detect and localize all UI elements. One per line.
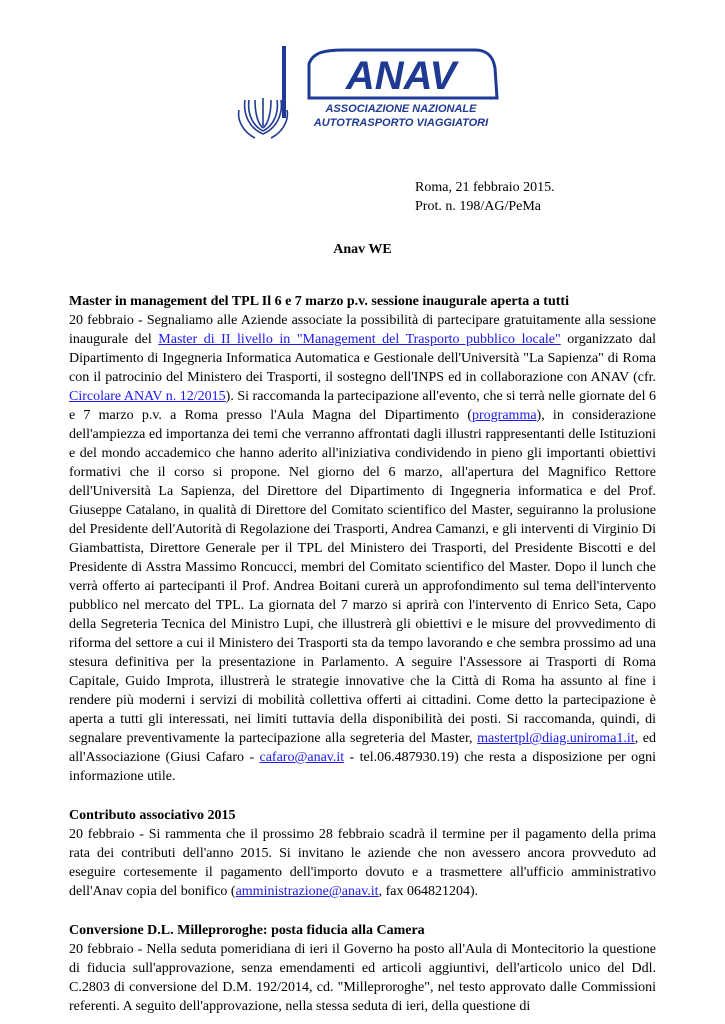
protocol-number: Prot. n. 198/AG/PeMa (415, 199, 541, 214)
programma-link[interactable]: programma (472, 408, 537, 423)
section-milleproroghe (69, 921, 656, 1016)
paragraph-text: , ed all'Associazione (Giusi Cafaro - (69, 731, 656, 765)
address-block (415, 178, 555, 216)
emblem-icon (239, 98, 288, 138)
amministrazione-email-link[interactable]: amministrazione@anav.it (235, 884, 379, 899)
section-master (69, 292, 656, 786)
document-body (69, 292, 656, 1016)
anav-logo (225, 42, 525, 142)
section-paragraph (69, 311, 656, 786)
section-paragraph (69, 825, 656, 901)
paragraph-text: ), in considerazione dell'ampiezza ed importanza dei temi che verranno affrontati dagli illustri rappresentanti delle Istituzioni e del mondo accademico che hanno aderito all'iniziativa condividendo in pieno gli importanti obiettivi formativi che il corso si propone. Nel giorno del 6 marzo, all'apertura del Magnifico Rettore dell'Università La Sapienza, del Direttore del Dipartimento di Ingegneria informatica e del Prof. Giuseppe Catalano, in qualità di Direttore del Comitato scientifico del Master, seguiranno la prolusione del Presidente dell'Autorità di Regolazione dei Trasporti, Andrea Camanzi, e gli interventi di Virginio Di Giambattista, Direttore Generale per il TPL del Ministero dei Trasporti, del Presidente Biscotti e del Presidente di Asstra Massimo Roncucci, membri del Comitato scientifico del Master. Dopo il lunch che verrà offerto ai partecipanti il Prof. Andrea Boitani curerà un approfondimento sul tema dell'intervento pubblico nel mercato del TPL. La giornata del 7 marzo si aprirà con l'intervento di Enrico Seta, Capo della Segreteria Tecnica del Ministro Lupi, che illustrerà gli obiettivi e le misure del provvedimento di riforma del settore a cui il Ministero dei Trasporti sta da tempo lavorando e che sembra prossimo ad una stesura definitiva per la presentazione in Parlamento. A seguire l'Assessore ai Trasporti di Roma Capitale, Guido Improta, illustrerà le strategie innovative che la Città di Roma ha assunto al fine i rendere più moderni i servizi di mobilità collettiva offerti ai cittadini. Come detto la partecipazione è aperta a tutti gli interessati, nei limiti tuttavia della disponibilità dei posti. Si raccomanda, quindi, di segnalare preventivamente la partecipazione alla segreteria del Master, (69, 408, 656, 746)
cafaro-email-link[interactable]: cafaro@anav.it (259, 750, 345, 765)
paragraph-text: - tel.06.487930.19) che resta a disposizione per ogni informazione utile. (69, 750, 656, 784)
circolare-link[interactable]: Circolare ANAV n. 12/2015 (69, 389, 226, 404)
section-title: Contributo associativo 2015 (69, 808, 236, 823)
section-title: Master in management del TPL Il 6 e 7 marzo p.v. sessione inaugurale aperta a tutti (69, 294, 569, 309)
paragraph-text: 20 febbraio - Segnaliamo alle Aziende associate la possibilità di partecipare gratuitamente alla sessione inaugurale del (69, 313, 656, 347)
logo-line1: ASSOCIAZIONE NAZIONALE (325, 103, 477, 115)
section-contributo (69, 806, 656, 901)
paragraph-text: , fax 064821204). (378, 884, 479, 899)
master-email-link[interactable]: mastertpl@diag.uniroma1.it (477, 731, 635, 746)
paragraph-text: 20 febbraio - Nella seduta pomeridiana di ieri il Governo ha posto all'Aula di Montecitorio la questione di fiducia sull'approvazione, senza emendamenti ed articoli aggiuntivi, dell'articolo unico del Ddl. C.2803 di conversione del D.M. 192/2014, cd. "Milleproroghe", nel testo approvato dalle Commissioni referenti. A seguito dell'approvazione, nella stessa seduta di ieri, della questione di (69, 942, 656, 1014)
section-paragraph (69, 940, 656, 1016)
paragraph-text: 20 febbraio - Si rammenta che il prossimo 28 febbraio scadrà il termine per il pagamento della prima rata dei contributi dell'anno 2015. Si invitano le aziende che non avessero ancora provveduto ad eseguire cortesemente il pagamento dell'importo dovuto e a trasmettere all'ufficio amministrativo dell'Anav copia del bonifico ( (69, 827, 656, 899)
logo-line2: AUTOTRASPORTO VIAGGIATORI (313, 117, 489, 129)
paragraph-text: organizzato dal Dipartimento di Ingegneria Informatica Automatica e Gestionale dell'Università "La Sapienza" di Roma con il patrocinio del Ministero dei Trasporti, il sostegno dell'INPS ed in collaborazione con ANAV (cfr. (69, 332, 657, 385)
brand-text: ANAV (345, 54, 457, 98)
section-title: Conversione D.L. Milleproroghe: posta fiducia alla Camera (69, 923, 425, 938)
place-date: Roma, 21 febbraio 2015. (415, 180, 555, 195)
document-title: Anav WE (333, 242, 392, 257)
paragraph-text: ). Si raccomanda la partecipazione all'evento, che si terrà nelle giornate del 6 e 7 marzo p.v. a Roma presso l'Aula Magna del Dipartimento ( (69, 389, 656, 423)
anav-logo-graphic (225, 42, 525, 142)
master-link[interactable]: Master di II livello in "Management del Trasporto pubblico locale" (158, 332, 561, 347)
